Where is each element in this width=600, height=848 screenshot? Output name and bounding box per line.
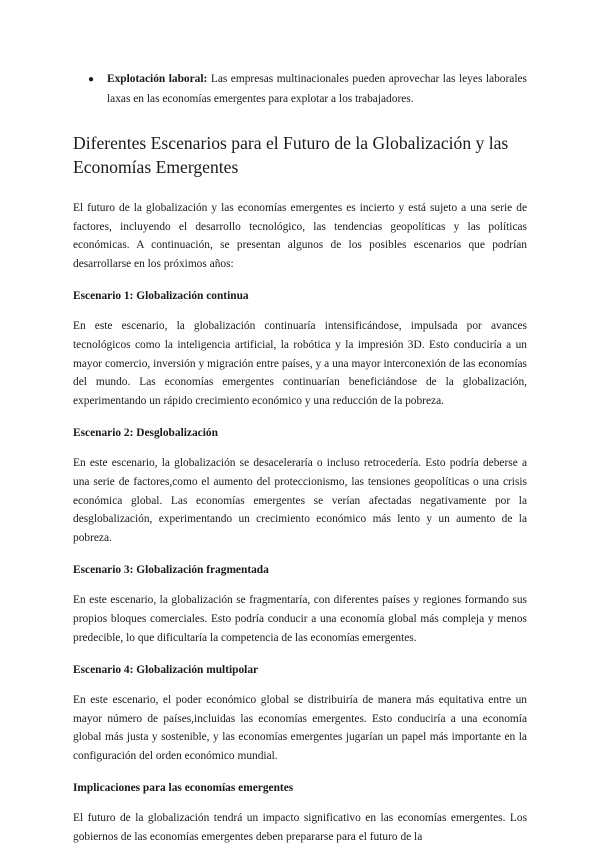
bullet-text: Las empresas multinacionales pueden aprovechar las leyes laborales laxas en las economías emergentes para explotar a los trabajadores. [107,73,527,105]
page-content [73,70,527,847]
scenario-3-body: En este escenario, la globalización se fragmentaría, con diferentes países y regiones formando sus propios bloques comerciales. Esto podría conducir a una economía global más compleja y menos predecible, lo que dificultaría la competencia de las economías emergentes. [73,594,527,644]
implications-title: Implicaciones para las economías emergentes [73,782,294,795]
section-heading: Diferentes Escenarios para el Futuro de la Globalización y las Economías Emergentes [73,133,509,177]
scenario-2-title: Escenario 2: Desglobalización [73,427,218,440]
scenario-3-title: Escenario 3: Globalización fragmentada [73,564,269,577]
scenario-2-body: En este escenario, la globalización se desaceleraría o incluso retrocedería. Esto podría deberse a una serie de factores,como el aumento del proteccionismo, las tensiones geopolíticas o una crisis económica global. Las economías emergentes se verían afectadas negativamente por la desglobalización, experimentando un crecimiento económico más lento y un aumento de la pobreza. [73,457,527,544]
bullet-dot-icon: ● [88,74,95,85]
intro-paragraph: El futuro de la globalización y las economías emergentes es incierto y está sujeto a una serie de factores, incluyendo el desarrollo tecnológico, las tendencias geopolíticas y las políticas económicas. A continuación, se presentan algunos de los posibles escenarios que podrían desarrollarse en los próximos años: [73,202,527,270]
scenario-4-title: Escenario 4: Globalización multipolar [73,664,259,677]
bullet-term: Explotación laboral: [107,73,208,85]
bullet-item [73,70,527,109]
scenario-4-body: En este escenario, el poder económico global se distribuiría de manera más equitativa entre un mayor número de países,incluidas las economías emergentes. Esto conduciría a una economía global más justa y sostenible, y las economías emergentes jugarían un papel más importante en la configuración del orden económico mundial. [73,694,527,762]
scenario-1-body: En este escenario, la globalización continuaría intensificándose, impulsada por avances tecnológicos como la inteligencia artificial, la robótica y la impresión 3D. Esto conduciría a un mayor comercio, inversión y migración entre países, y a una mayor interconexión de las economías del mundo. Las economías emergentes continuarían beneficiándose de la globalización, experimentando un rápido crecimiento económico y una reducción de la pobreza. [73,320,527,407]
implications-body: El futuro de la globalización tendrá un impacto significativo en las economías emergentes. Los gobiernos de las economías emergentes deben prepararse para el futuro de la [73,812,527,844]
scenario-1-title: Escenario 1: Globalización continua [73,290,249,303]
